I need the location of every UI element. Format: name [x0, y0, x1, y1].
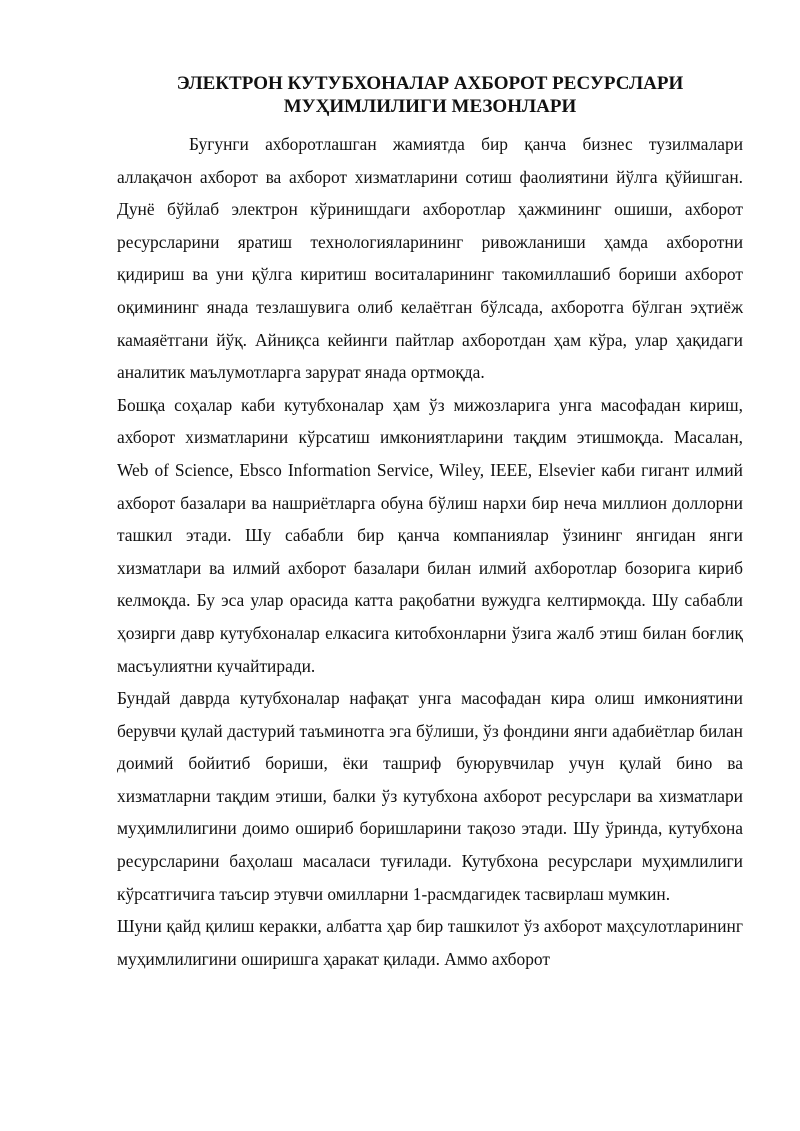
paragraph-4: Шуни қайд қилиш керакки, албатта ҳар бир ташкилот ўз ахборот маҳсулотларининг муҳимлилигини оширишга ҳаракат қилади. Аммо ахборот: [117, 916, 743, 969]
document-page: [117, 72, 743, 975]
paragraph-3: Бундай даврда кутубхоналар нафақат унга масофадан кира олиш имкониятини берувчи қулай дастурий таъминотга эга бўлиши, ўз фондини янги адабиётлар билан доимий бойитиб бориши, ёки ташриф буюрувчилар учун қулай бино ва хизматларни тақдим этиши, балки ўз кутубхона ахборот ресурслари ва хизматлари муҳимлилигини доимо ошириб боришларини тақозо этади. Шу ўринда, кутубхона ресурсларини баҳолаш масаласи туғилади. Кутубхона ресурслари муҳимлилиги кўрсатгичига таъсир этувчи омилларни 1-расмдагидек тасвирлаш мумкин.: [117, 688, 743, 904]
paragraph-1: Бугунги ахборотлашган жамиятда бир қанча бизнес тузилмалари аллақачон ахборот ва ахборот хизматларини сотиш фаолиятини йўлга қўйишган. Дунё бўйлаб электрон кўринишдаги ахборотлар ҳажмининг ошиши, ахборот ресурсларини яратиш технологияларининг ривожланиши ҳамда ахборотни қидириш ва уни қўлга киритиш воситаларининг такомиллашиб бориши ахборот оқимининг янада тезлашувига олиб келаётган бўлсада, ахборотга бўлган эҳтиёж камаяётгани йўқ. Айниқса кейинги пайтлар ахборотдан ҳам кўра, улар ҳақидаги аналитик маълумотларга зарурат янада ортмоқда.: [117, 134, 743, 383]
document-title: [117, 72, 743, 118]
paragraph-2: Бошқа соҳалар каби кутубхоналар ҳам ўз мижозларига унга масофадан кириш, ахборот хизматларини кўрсатиш имкониятларини тақдим этишмоқда. Масалан, Web of Science, Ebsco Information Service, Wiley, IEEE, Elsevier каби гигант илмий ахборот базалари ва нашриётларга обуна бўлиш нархи бир неча миллион доллорни ташкил этади. Шу сабабли бир қанча компаниялар ўзининг янгидан янги хизматлари ва илмий ахборот базалари билан илмий ахборотлар бозорига кириб келмоқда. Бу эса улар орасида катта рақобатни вужудга келтирмоқда. Шу сабабли ҳозирги давр кутубхоналар елкасига китобхонларни ўзига жалб этиш билан боғлиқ масъулиятни кучайтиради.: [117, 394, 743, 676]
title-line-2: МУҲИМЛИЛИГИ МЕЗОНЛАРИ: [283, 96, 577, 117]
title-line-1: ЭЛЕКТРОН КУТУБХОНАЛАР АХБОРОТ РЕСУРСЛАРИ: [176, 73, 684, 94]
